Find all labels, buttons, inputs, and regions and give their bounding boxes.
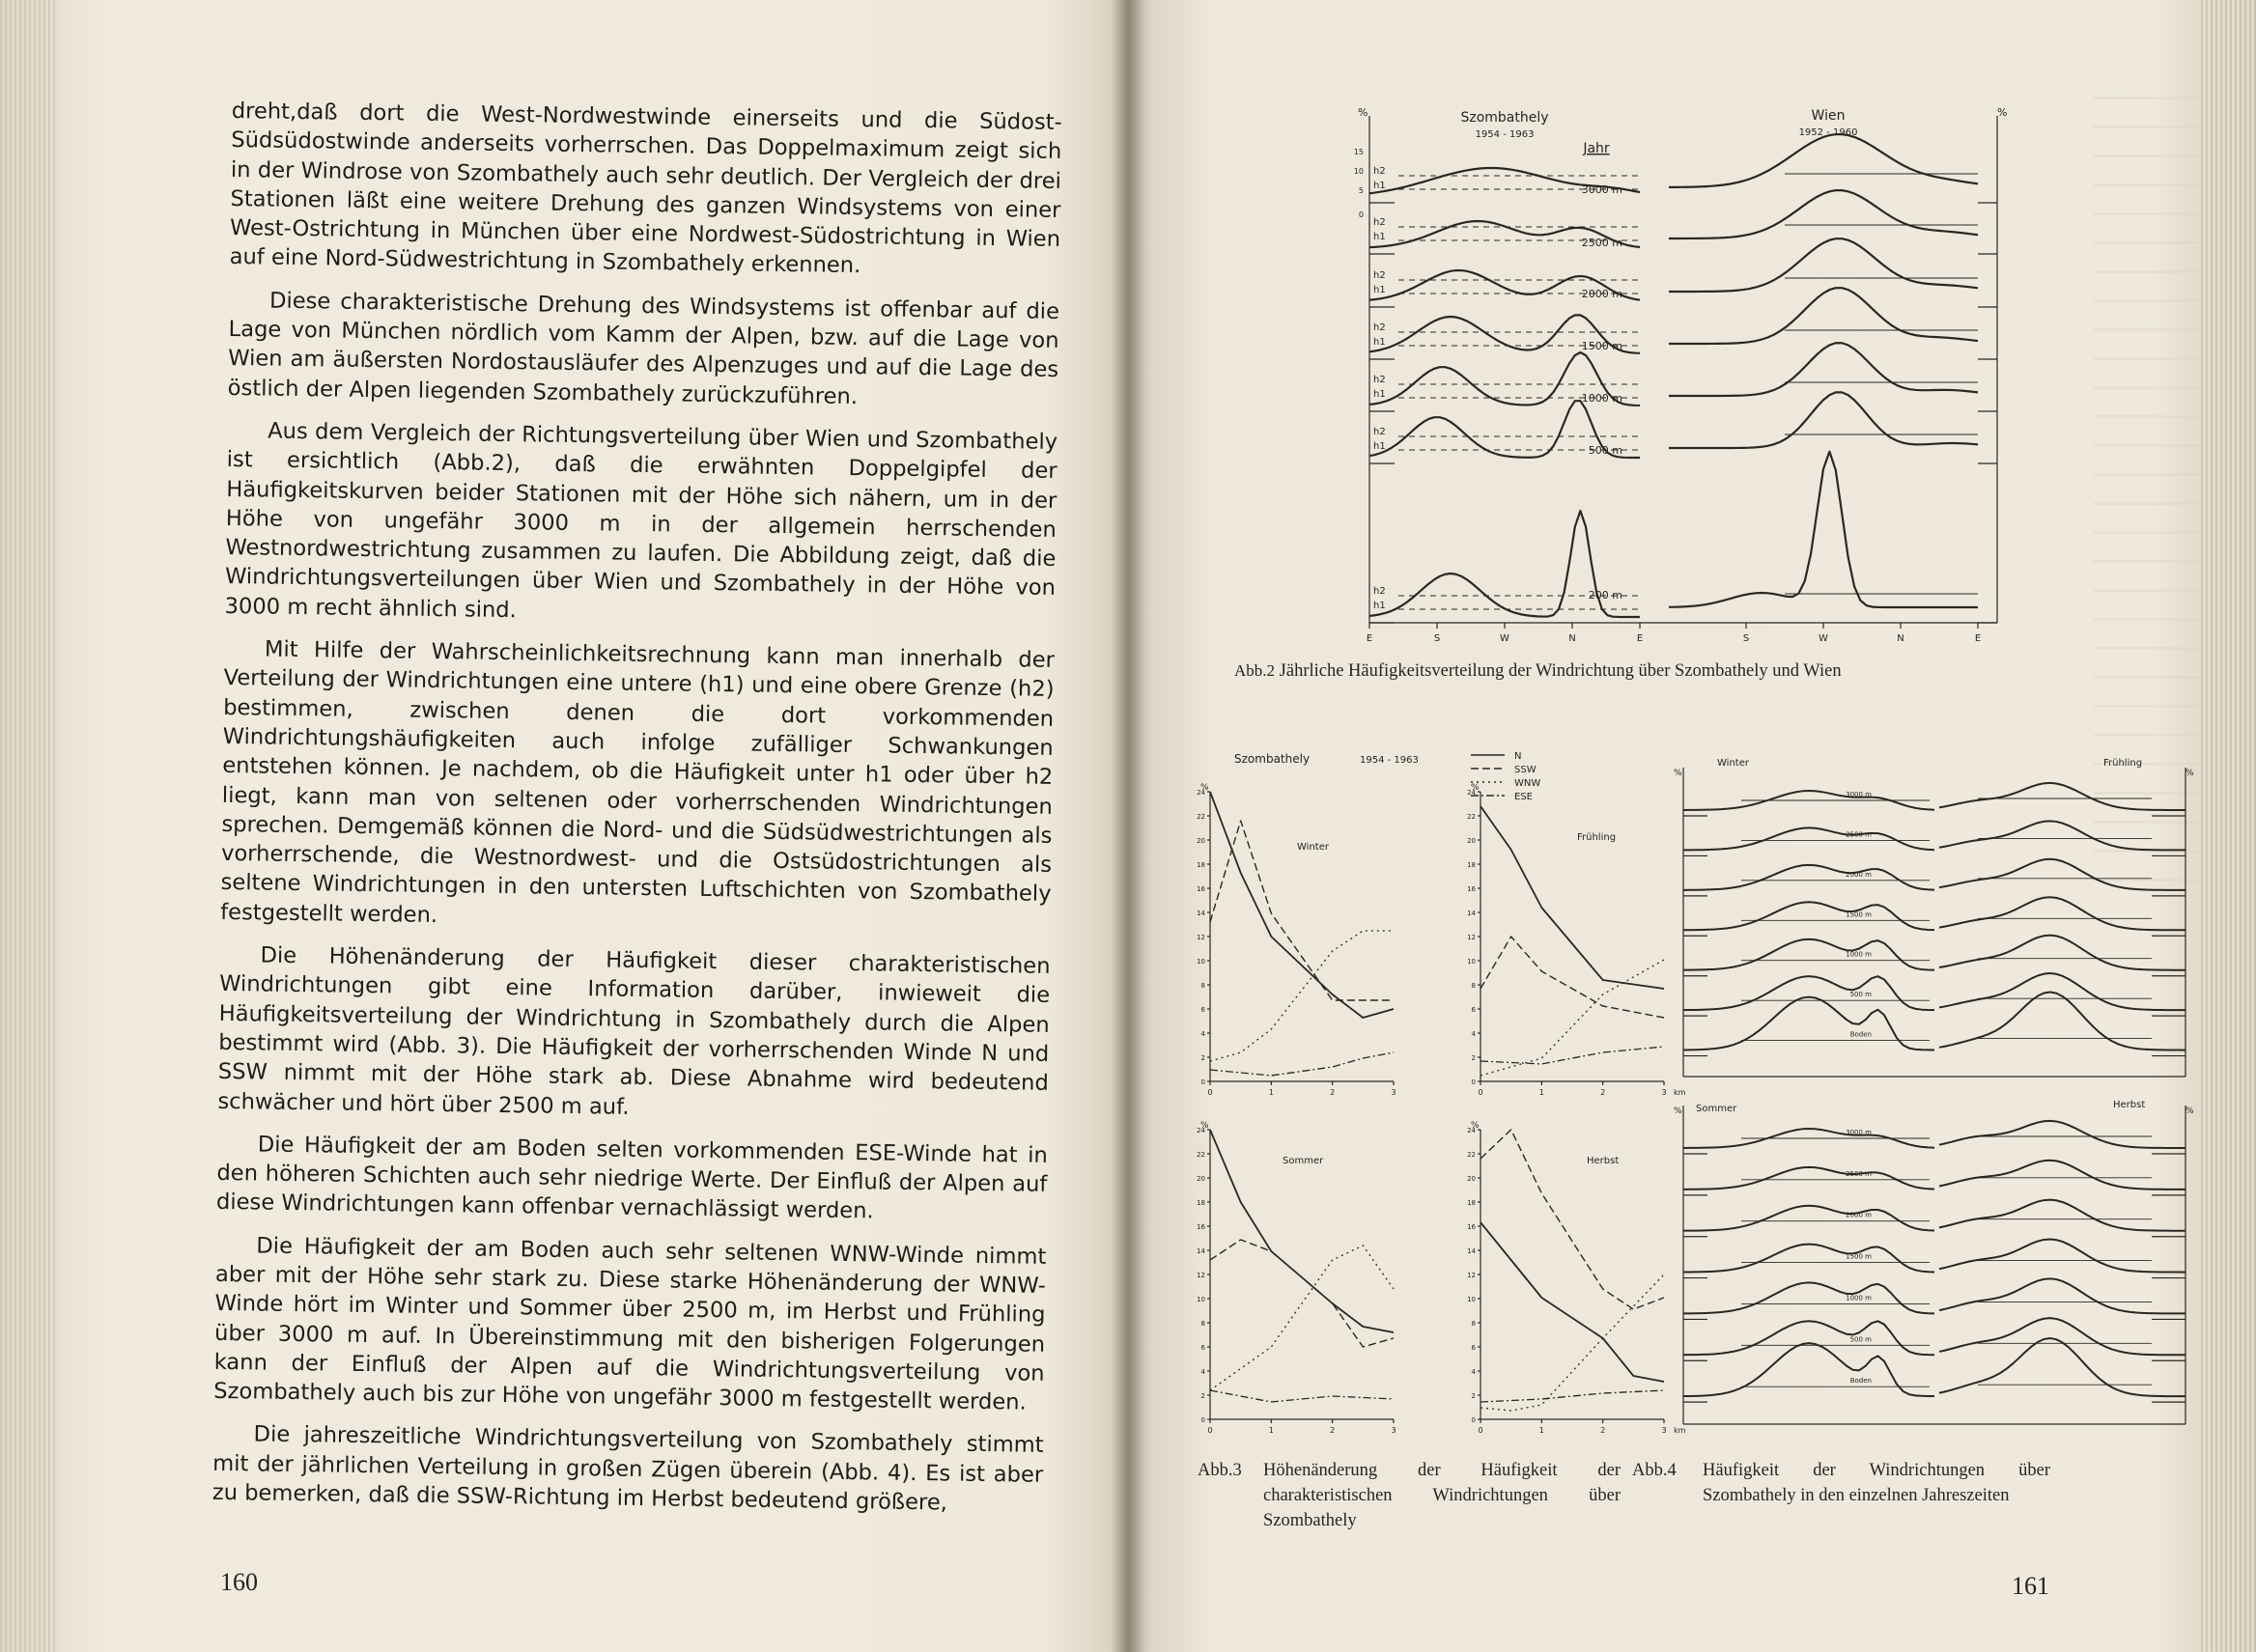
season-curve-right xyxy=(1939,1338,2186,1396)
jahr-label: Jahr xyxy=(1583,141,1610,156)
unit-label: % xyxy=(1358,106,1368,119)
y-tick-label: 10 xyxy=(1197,958,1205,966)
y-tick-label: 12 xyxy=(1467,934,1476,941)
x-tick-label: 3 xyxy=(1391,1426,1396,1435)
level-label: 1000 m xyxy=(1846,1294,1872,1302)
caption-number: Abb.2 xyxy=(1234,661,1276,680)
series-ESE xyxy=(1210,1390,1394,1402)
y-tick-label: 2 xyxy=(1200,1054,1205,1062)
level-label: 3000 m xyxy=(1846,1129,1872,1136)
series-ESE xyxy=(1480,1047,1664,1064)
y-tick-label: 20 xyxy=(1197,837,1205,845)
y-tick-label: 24 xyxy=(1197,1127,1205,1134)
station-title-wien: Wien xyxy=(1811,108,1846,124)
series-SSW xyxy=(1480,1130,1664,1309)
y-tick-label: 2 xyxy=(1200,1392,1205,1400)
series-WNW xyxy=(1210,1246,1394,1390)
x-tick-label: 0 xyxy=(1478,1088,1483,1097)
y-tick-label: 20 xyxy=(1467,837,1476,845)
unit-label: % xyxy=(2186,769,2194,778)
legend-label: SSW xyxy=(1514,765,1537,775)
y-tick-label: 20 xyxy=(1467,1175,1476,1183)
level-label: 1500 m xyxy=(1846,1252,1872,1261)
season-label: Sommer xyxy=(1283,1156,1324,1166)
direction-tick: W xyxy=(1500,633,1509,644)
y-tick-label: 18 xyxy=(1467,861,1476,869)
series-WNW xyxy=(1210,931,1394,1061)
h1-label: h1 xyxy=(1373,285,1386,295)
unit-label: % xyxy=(1200,1121,1209,1131)
season-curve-left xyxy=(1683,1245,1934,1273)
unit-label: % xyxy=(1674,1106,1682,1116)
season-curve-left xyxy=(1683,1167,1934,1190)
figure-3-caption: Höhenänderung der Häufigkeit der charakteristischen Windrichtungen über Szombathely xyxy=(1263,1461,1621,1530)
y-tick-label: 6 xyxy=(1471,1006,1476,1014)
series-WNW xyxy=(1480,960,1664,1076)
y-tick-label: 10 xyxy=(1467,1296,1476,1303)
level-label: 500 m xyxy=(1588,444,1622,457)
level-label: 2500 m xyxy=(1581,237,1622,249)
season-curve-left xyxy=(1683,1282,1934,1313)
y-tick-label: 12 xyxy=(1467,1272,1476,1279)
wien-curve xyxy=(1669,343,1978,396)
y-tick-label: 2 xyxy=(1471,1054,1476,1062)
y-tick-label: 10 xyxy=(1197,1296,1205,1303)
y-tick-label: 6 xyxy=(1200,1344,1205,1352)
y-tick-label: 6 xyxy=(1200,1006,1205,1014)
season-curve-left xyxy=(1683,865,1934,890)
y-tick-label: 0 xyxy=(1471,1416,1476,1424)
y-tick-label: 2 xyxy=(1471,1392,1476,1400)
direction-tick: W xyxy=(1819,633,1828,644)
body-text xyxy=(212,97,1062,1532)
y-tick-label: 22 xyxy=(1467,813,1476,821)
y-tick-label: 24 xyxy=(1467,1127,1476,1134)
y-tick-label: 0 xyxy=(1200,1416,1205,1424)
season-curve-right xyxy=(1939,936,2186,970)
level-label: 2000 m xyxy=(1846,870,1872,879)
direction-tick: E xyxy=(1974,633,1982,644)
x-tick-label: 3 xyxy=(1391,1088,1396,1097)
paragraph: Aus dem Vergleich der Richtungsverteilung über Wien und Szombathely ist ersichtlich (Abb.2), daß die erwähnten Doppelgipfel der Häufigkeitskurven beider Stationen mit der Höhe sich nähern, um in der Höhe von ungefähr 3000 m in der allgemein herrschenden Westnordwestrichtung zusammen zu laufen. Die Abbildung zeigt, daß die Windrichtungsverteilungen über Wien und Szombathely in der Höhe von 3000 m recht ähnlich sind. xyxy=(224,418,1058,623)
level-label: 3000 m xyxy=(1846,791,1872,798)
y-tick-label: 8 xyxy=(1200,982,1205,990)
paragraph: Die Höhenänderung der Häufigkeit dieser charakteristischen Windrichtungen gibt eine Information darüber, inwieweit die Häufigkeitsverteilung der Windrichtung in Szombathely durch die Alpen bestimmt wird (Abb. 3). Die Häufigkeit der vorherrschenden Winde N und SSW nimmt mit der Höhe stark ab. Diese Abnahme wird bedeutend schwächer und hört über 2500 m auf. xyxy=(217,942,1051,1120)
series-SSW xyxy=(1210,1240,1394,1347)
x-tick-label: 1 xyxy=(1538,1088,1544,1097)
x-tick-label: 3 xyxy=(1661,1426,1667,1435)
season-curve-left xyxy=(1683,1206,1934,1231)
level-label: 2000 m xyxy=(1581,288,1622,300)
season-label-winter: Winter xyxy=(1717,758,1749,769)
years-label: 1952 - 1960 xyxy=(1798,127,1858,138)
x-tick-label: 1 xyxy=(1268,1088,1274,1097)
season-curve-left xyxy=(1683,939,1934,970)
km-label: km xyxy=(1674,1088,1686,1097)
y-tick-label: 10 xyxy=(1353,167,1364,176)
direction-tick: N xyxy=(1568,633,1576,644)
h1-label: h1 xyxy=(1373,601,1386,611)
season-curve-right xyxy=(1939,1278,2186,1313)
h2-label: h2 xyxy=(1373,375,1386,385)
figure-4-caption: Häufigkeit der Windrichtungen über Szombathely in den einzelnen Jahreszeiten xyxy=(1703,1461,2050,1505)
season-curve-right xyxy=(1939,1121,2186,1148)
season-curve-left xyxy=(1683,1321,1934,1355)
unit-label: % xyxy=(1997,106,2008,119)
years-label: 1954 - 1963 xyxy=(1360,755,1419,766)
years-label: 1954 - 1963 xyxy=(1475,129,1535,140)
right-page xyxy=(1128,0,2256,1652)
level-label: 2000 m xyxy=(1846,1211,1872,1219)
direction-tick: S xyxy=(1433,633,1441,644)
x-tick-label: 0 xyxy=(1478,1426,1483,1435)
season-label: Winter xyxy=(1297,842,1329,853)
level-label: 1500 m xyxy=(1581,340,1622,352)
figure-4 xyxy=(1650,748,2210,1434)
season-curve-left xyxy=(1683,997,1934,1050)
series-WNW xyxy=(1480,1274,1664,1411)
h1-label: h1 xyxy=(1373,181,1386,191)
wien-curve xyxy=(1669,288,1978,344)
unit-label: % xyxy=(1200,783,1209,793)
series-SSW xyxy=(1480,937,1664,1018)
wien-curve xyxy=(1669,238,1978,292)
season-curve-right xyxy=(1939,1161,2186,1190)
y-tick-label: 4 xyxy=(1471,1368,1476,1376)
figure-2 xyxy=(1350,97,2065,647)
figure-title: Szombathely xyxy=(1234,752,1311,766)
x-tick-label: 0 xyxy=(1207,1088,1213,1097)
y-tick-label: 6 xyxy=(1471,1344,1476,1352)
h2-label: h2 xyxy=(1373,166,1386,177)
figure-3-caption-number: Abb.3 xyxy=(1198,1461,1242,1480)
y-tick-label: 18 xyxy=(1197,1199,1205,1207)
x-tick-label: 1 xyxy=(1268,1426,1274,1435)
y-tick-label: 4 xyxy=(1200,1030,1205,1038)
wien-curve xyxy=(1669,392,1978,448)
season-curve-left xyxy=(1683,902,1934,930)
wien-curve xyxy=(1669,190,1978,238)
y-tick-label: 16 xyxy=(1197,885,1205,893)
series-N xyxy=(1480,1222,1664,1382)
y-tick-label: 18 xyxy=(1467,1199,1476,1207)
y-tick-label: 12 xyxy=(1197,934,1205,941)
x-tick-label: 1 xyxy=(1538,1426,1544,1435)
series-ESE xyxy=(1480,1390,1664,1402)
wien-curve xyxy=(1669,452,1978,607)
figure-2-caption xyxy=(1234,658,2123,684)
level-label: 1000 m xyxy=(1846,950,1872,959)
h1-label: h1 xyxy=(1373,337,1386,348)
level-label: 200 m xyxy=(1588,589,1622,602)
x-tick-label: 0 xyxy=(1207,1426,1213,1435)
y-tick-label: 12 xyxy=(1197,1272,1205,1279)
season-curve-right xyxy=(1939,1239,2186,1272)
x-tick-label: 2 xyxy=(1600,1426,1606,1435)
y-tick-label: 14 xyxy=(1467,910,1476,917)
season-label-fruehling: Frühling xyxy=(2103,758,2143,769)
series-N xyxy=(1480,806,1664,989)
paragraph: Die Häufigkeit der am Boden selten vorkommenden ESE-Winde hat in den höheren Schichten auch sehr niedrige Werte. Der Einfluß der Alpen auf diese Windrichtungen kann offenbar vernachlässigt werden. xyxy=(215,1132,1048,1224)
y-tick-label: 16 xyxy=(1467,885,1476,893)
book-spine xyxy=(1111,0,1145,1652)
unit-label: % xyxy=(1471,1121,1480,1131)
paragraph: Die jahreszeitliche Windrichtungsverteilung von Szombathely stimmt mit der jährlichen Verteilung in großen Zügen überein (Abb. 4). Es ist aber zu bemerken, daß die SSW-Richtung im Herbst bedeutend größere, xyxy=(212,1421,1044,1516)
y-tick-label: 0 xyxy=(1471,1078,1476,1086)
caption-text: Jährliche Häufigkeitsverteilung der Windrichtung über Szombathely und Wien xyxy=(1279,661,1842,681)
season-curve-left xyxy=(1683,827,1934,850)
y-tick-label: 0 xyxy=(1200,1078,1205,1086)
page-edges xyxy=(0,0,58,1652)
y-tick-label: 15 xyxy=(1353,148,1364,156)
level-label: 3000 m xyxy=(1581,183,1622,196)
y-tick-label: 14 xyxy=(1197,910,1205,917)
direction-tick: E xyxy=(1636,633,1644,644)
y-tick-label: 8 xyxy=(1471,1320,1476,1328)
y-tick-label: 16 xyxy=(1197,1223,1205,1231)
season-curve-right xyxy=(1939,1200,2186,1231)
h2-label: h2 xyxy=(1373,586,1386,597)
legend-label: ESE xyxy=(1514,792,1533,802)
y-tick-label: 24 xyxy=(1467,789,1476,797)
page-number: 160 xyxy=(220,1568,258,1596)
season-label-sommer: Sommer xyxy=(1696,1104,1737,1114)
season-curve-right xyxy=(1939,783,2186,810)
season-curve-right xyxy=(1939,859,2186,890)
level-label: 2500 m xyxy=(1846,1169,1872,1178)
season-curve-right xyxy=(1939,1318,2186,1355)
y-tick-label: 14 xyxy=(1197,1247,1205,1255)
season-label: Herbst xyxy=(1587,1156,1620,1166)
series-N xyxy=(1210,792,1394,1018)
page-number: 161 xyxy=(2012,1572,2049,1600)
season-label: Frühling xyxy=(1577,832,1617,843)
y-tick-label: 0 xyxy=(1358,210,1364,219)
level-label: Boden xyxy=(1849,1377,1872,1386)
level-label: 500 m xyxy=(1849,991,1872,999)
direction-tick: S xyxy=(1742,633,1750,644)
y-tick-label: 22 xyxy=(1197,1151,1205,1159)
season-label-herbst: Herbst xyxy=(2113,1100,2146,1110)
y-tick-label: 24 xyxy=(1197,789,1205,797)
y-tick-label: 22 xyxy=(1197,813,1205,821)
y-tick-label: 20 xyxy=(1197,1175,1205,1183)
h1-label: h1 xyxy=(1373,232,1386,242)
season-curve-left xyxy=(1683,1343,1934,1396)
figure-4-caption-number: Abb.4 xyxy=(1632,1461,1677,1480)
direction-tick: E xyxy=(1366,633,1373,644)
h2-label: h2 xyxy=(1373,322,1386,333)
paragraph: Diese charakteristische Drehung des Windsystems ist offenbar auf die Lage von München nördlich vom Kamm der Alpen, bzw. auf die Lage von Wien am äußersten Nordostausläufer des Alpenzuges und auf die Lage des östlich der Alpen liegenden Szombathely zurückzuführen. xyxy=(227,288,1060,409)
level-label: 1000 m xyxy=(1581,392,1622,405)
y-tick-label: 18 xyxy=(1197,861,1205,869)
y-tick-label: 4 xyxy=(1200,1368,1205,1376)
season-curve-left xyxy=(1683,976,1934,1010)
y-tick-label: 10 xyxy=(1467,958,1476,966)
season-curve-right xyxy=(1939,973,2186,1010)
h2-label: h2 xyxy=(1373,217,1386,228)
unit-label: % xyxy=(1471,783,1480,793)
h2-label: h2 xyxy=(1373,427,1386,437)
series-ESE xyxy=(1210,1052,1394,1076)
x-tick-label: 2 xyxy=(1330,1088,1336,1097)
paragraph: dreht,daß dort die West-Nordwestwinde einerseits und die Südost-Südsüdostwinde anderseits vorherrschen. Das Doppelmaximum zeigt sich in der Windrose von Szombathely auch sehr deutlich. Der Vergleich der drei Stationen läßt eine weitere Drehung des ganzen Windsystems von einer West-Ostrichtung in München über eine Nordwest-Südostrichtung in Wien auf eine Nord-Südwestrichtung in Szombathely erkennen. xyxy=(229,98,1062,279)
level-label: 2500 m xyxy=(1846,830,1872,839)
x-tick-label: 3 xyxy=(1661,1088,1667,1097)
y-tick-label: 4 xyxy=(1471,1030,1476,1038)
unit-label: % xyxy=(2186,1106,2194,1116)
level-label: Boden xyxy=(1849,1030,1872,1039)
x-tick-label: 2 xyxy=(1600,1088,1606,1097)
km-label: km xyxy=(1674,1426,1686,1435)
h2-label: h2 xyxy=(1373,270,1386,281)
level-label: 1500 m xyxy=(1846,910,1872,919)
unit-label: % xyxy=(1674,769,1682,778)
y-tick-label: 8 xyxy=(1471,982,1476,990)
h1-label: h1 xyxy=(1373,441,1386,452)
season-curve-right xyxy=(1939,897,2186,930)
wien-curve xyxy=(1669,134,1978,187)
paragraph: Mit Hilfe der Wahrscheinlichkeitsrechnung kann man innerhalb der Verteilung der Windrichtungen eine untere (h1) und eine obere Grenze (h2) bestimmen, zwischen denen die dort vorkommenden Windrichtungshäufigkeiten auch infolge zufälliger Schwankungen entstehen können. Je nachdem, ob die Häufigkeit unter h1 oder über h2 liegt, kann man von seltenen oder vorherrschenden Windrichtungen sprechen. Demgemäß können die Nord- und die Südsüdwestrichtungen als vorherrschende, die Westnordwest- und die Ostsüdostrichtungen als seltene Windrichtungen in den untersten Luftschichten von Szombathely festgestellt werden. xyxy=(220,636,1056,928)
direction-tick: N xyxy=(1897,633,1904,644)
y-tick-label: 16 xyxy=(1467,1223,1476,1231)
y-tick-label: 14 xyxy=(1467,1247,1476,1255)
legend-label: WNW xyxy=(1514,778,1541,789)
y-tick-label: 8 xyxy=(1200,1320,1205,1328)
station-title-szombathely: Szombathely xyxy=(1460,110,1549,126)
h1-label: h1 xyxy=(1373,389,1386,400)
season-curve-right xyxy=(1939,821,2186,850)
y-tick-label: 5 xyxy=(1358,186,1364,195)
level-label: 500 m xyxy=(1849,1335,1872,1344)
y-tick-label: 22 xyxy=(1467,1151,1476,1159)
x-tick-label: 2 xyxy=(1330,1426,1336,1435)
paragraph: Die Häufigkeit der am Boden auch sehr seltenen WNW-Winde nimmt aber mit der Höhe sehr stark zu. Diese starke Höhenänderung der WNW-Winde hört im Winter und Sommer über 2500 m, im Herbst und Frühling über 3000 m auf. In Übereinstimmung mit den bisherigen Folgerungen kann der Einfluß der Alpen auf die Windrichtungsverteilung von Szombathely auch bis zur Höhe von ungefähr 3000 m festgestellt werden. xyxy=(213,1233,1047,1415)
legend-label: N xyxy=(1514,751,1522,762)
